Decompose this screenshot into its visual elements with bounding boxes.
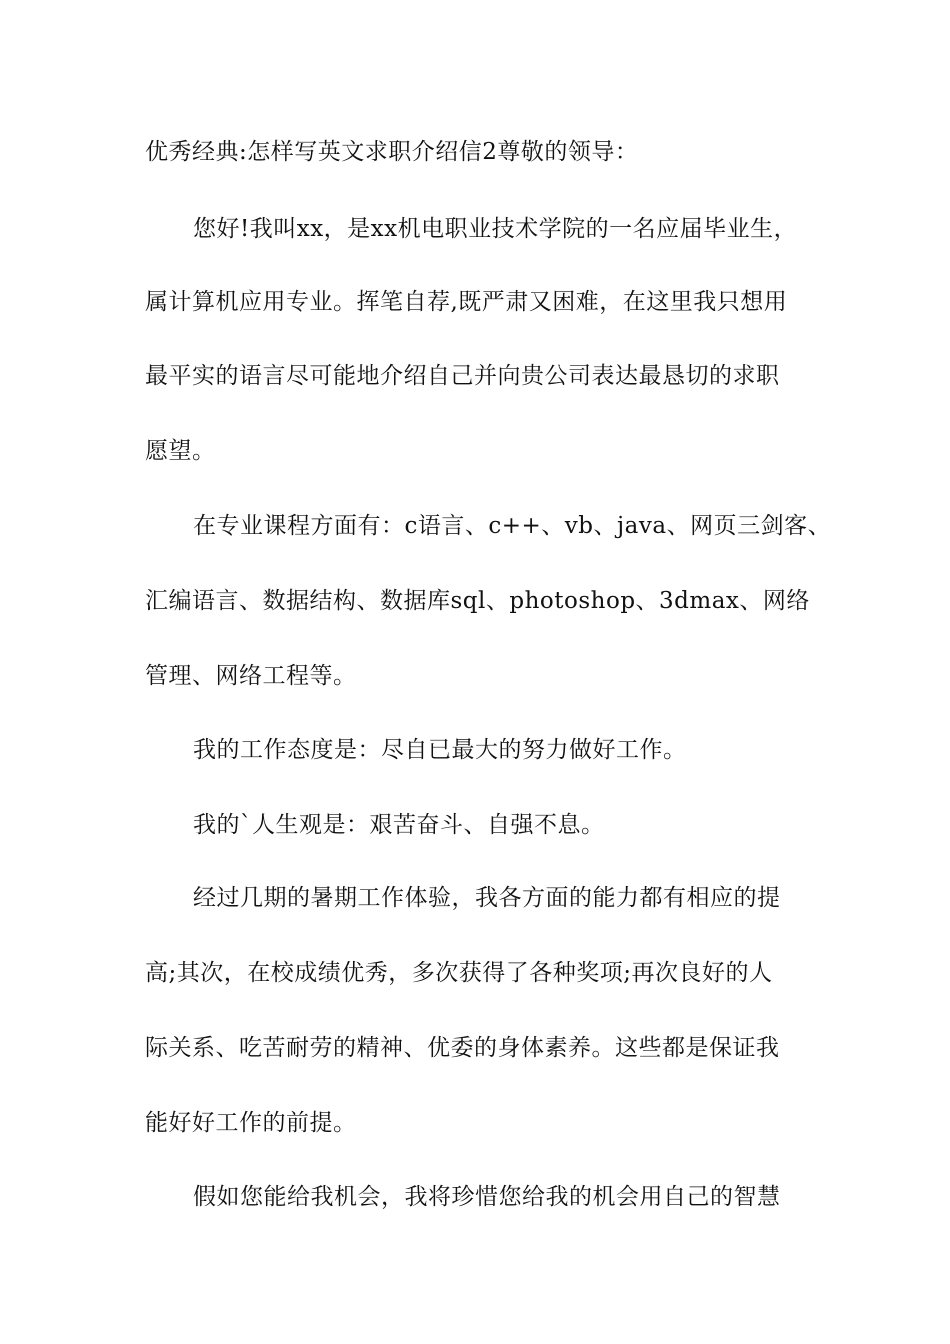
text-line: 能好好工作的前提。 [145, 1110, 357, 1136]
text-line-title: 优秀经典:怎样写英文求职介绍信2尊敬的领导： [145, 139, 639, 165]
text-line: 属计算机应用专业。挥笔自荐,既严肃又困难，在这里我只想用 [145, 289, 788, 315]
text-line: 我的`人生观是：艰苦奋斗、自强不息。 [193, 812, 605, 838]
text-line: 际关系、吃苦耐劳的精神、优委的身体素养。这些都是保证我 [145, 1035, 780, 1061]
text-line: 您好!我叫xx，是xx机电职业技术学院的一名应届毕业生， [193, 216, 798, 242]
text-line: 经过几期的暑期工作体验，我各方面的能力都有相应的提 [193, 885, 781, 911]
text-line: 我的工作态度是：尽自已最大的努力做好工作。 [193, 737, 687, 763]
text-line: 在专业课程方面有：c语言、c++、vb、java、网页三剑客、 [193, 513, 832, 539]
text-line: 愿望。 [145, 438, 216, 464]
text-line: 管理、网络工程等。 [145, 663, 357, 689]
text-line: 假如您能给我机会，我将珍惜您给我的机会用自己的智慧 [193, 1184, 781, 1210]
text-line: 汇编语言、数据结构、数据库sql、photoshop、3dmax、网络 [145, 588, 810, 614]
text-line: 高;其次，在校成绩优秀，多次获得了各种奖项;再次良好的人 [145, 960, 773, 986]
text-line: 最平实的语言尽可能地介绍自己并向贵公司表达最恳切的求职 [145, 363, 780, 389]
